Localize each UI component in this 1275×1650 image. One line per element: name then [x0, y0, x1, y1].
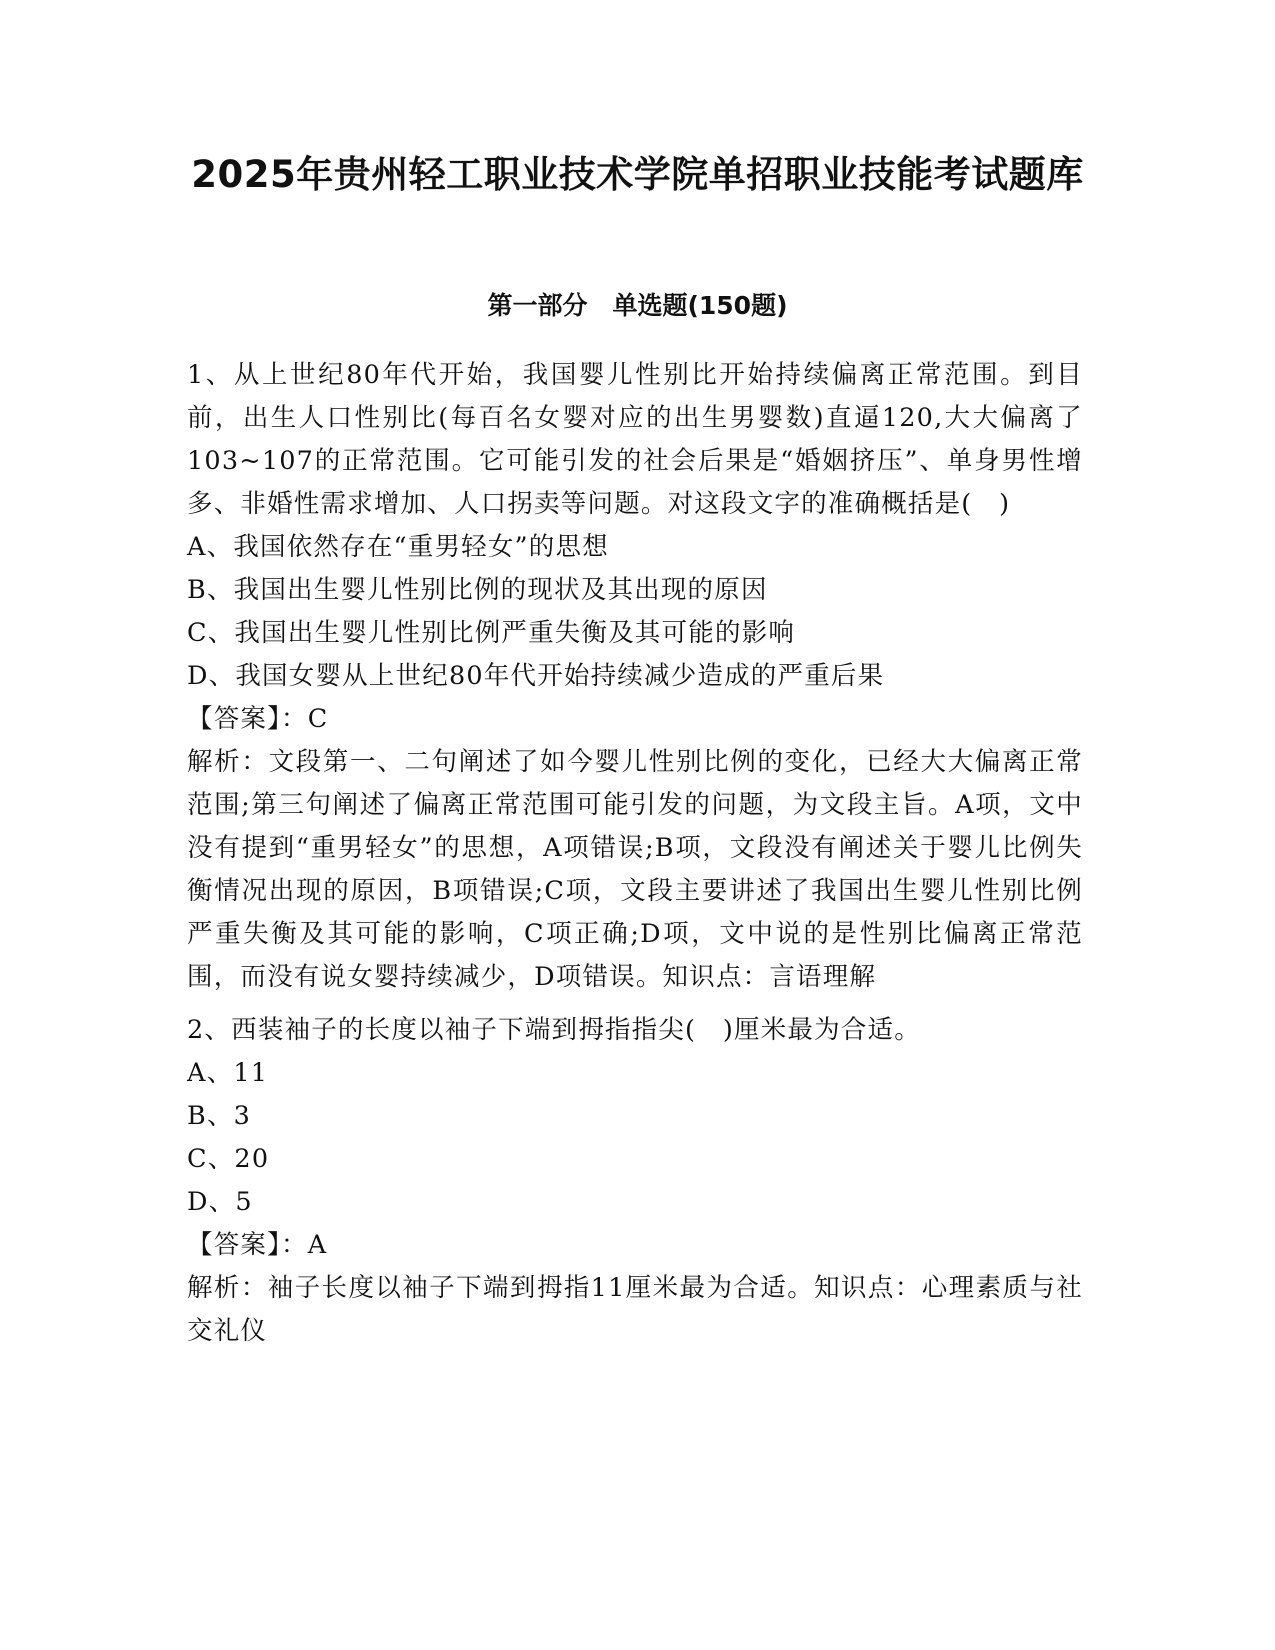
analysis-text: 解析：文段第一、二句阐述了如今婴儿性别比例的变化，已经大大偏离正常范围;第三句阐述了偏离正常范围可能引发的问题，为文段主旨。A项，文中没有提到“重男轻女”的思想，A项错误;B项，文段没有阐述关于婴儿比例失衡情况出现的原因，B项错误;C项，文段主要讲述了我国出生婴儿性别比例严重失衡及其可能的影响，C项正确;D项，文中说的是性别比偏离正常范围，而没有说女婴持续减少，D项错误。知识点：言语理解 [187, 747, 1083, 992]
option-b: B、我国出生婴儿性别比例的现状及其出现的原因 [187, 575, 768, 605]
analysis-text: 解析：袖子长度以袖子下端到拇指11厘米最为合适。知识点：心理素质与社交礼仪 [187, 1273, 1083, 1346]
question-item [187, 1009, 1083, 1353]
option-d: D、我国女婴从上世纪80年代开始持续减少造成的严重后果 [187, 661, 885, 691]
option-a: A、我国依然存在“重男轻女”的思想 [187, 532, 609, 562]
document-title: 2025年贵州轻工职业技术学院单招职业技能考试题库 [191, 153, 1084, 196]
question-stem: 2、西装袖子的长度以袖子下端到拇指指尖( )厘米最为合适。 [187, 1015, 921, 1045]
question-stem: 1、从上世纪80年代开始，我国婴儿性别比开始持续偏离正常范围。到目前，出生人口性别比(每百名女婴对应的出生男婴数)直逼120,大大偏离了103~107的正常范围。它可能引发的社会后果是“婚姻挤压”、单身男性增多、非婚性需求增加、人口拐卖等问题。对这段文字的准确概括是( ) [187, 360, 1083, 519]
option-d: D、5 [187, 1187, 253, 1217]
option-a: A、11 [187, 1058, 269, 1088]
section-title: 第一部分 单选题(150题) [487, 291, 788, 320]
option-c: C、我国出生婴儿性别比例严重失衡及其可能的影响 [187, 618, 796, 648]
option-b: B、3 [187, 1101, 252, 1131]
option-c: C、20 [187, 1144, 270, 1174]
answer-line: 【答案】：A [187, 1230, 328, 1260]
answer-line: 【答案】：C [187, 704, 329, 734]
question-list [187, 354, 1083, 1361]
question-item [187, 354, 1083, 999]
